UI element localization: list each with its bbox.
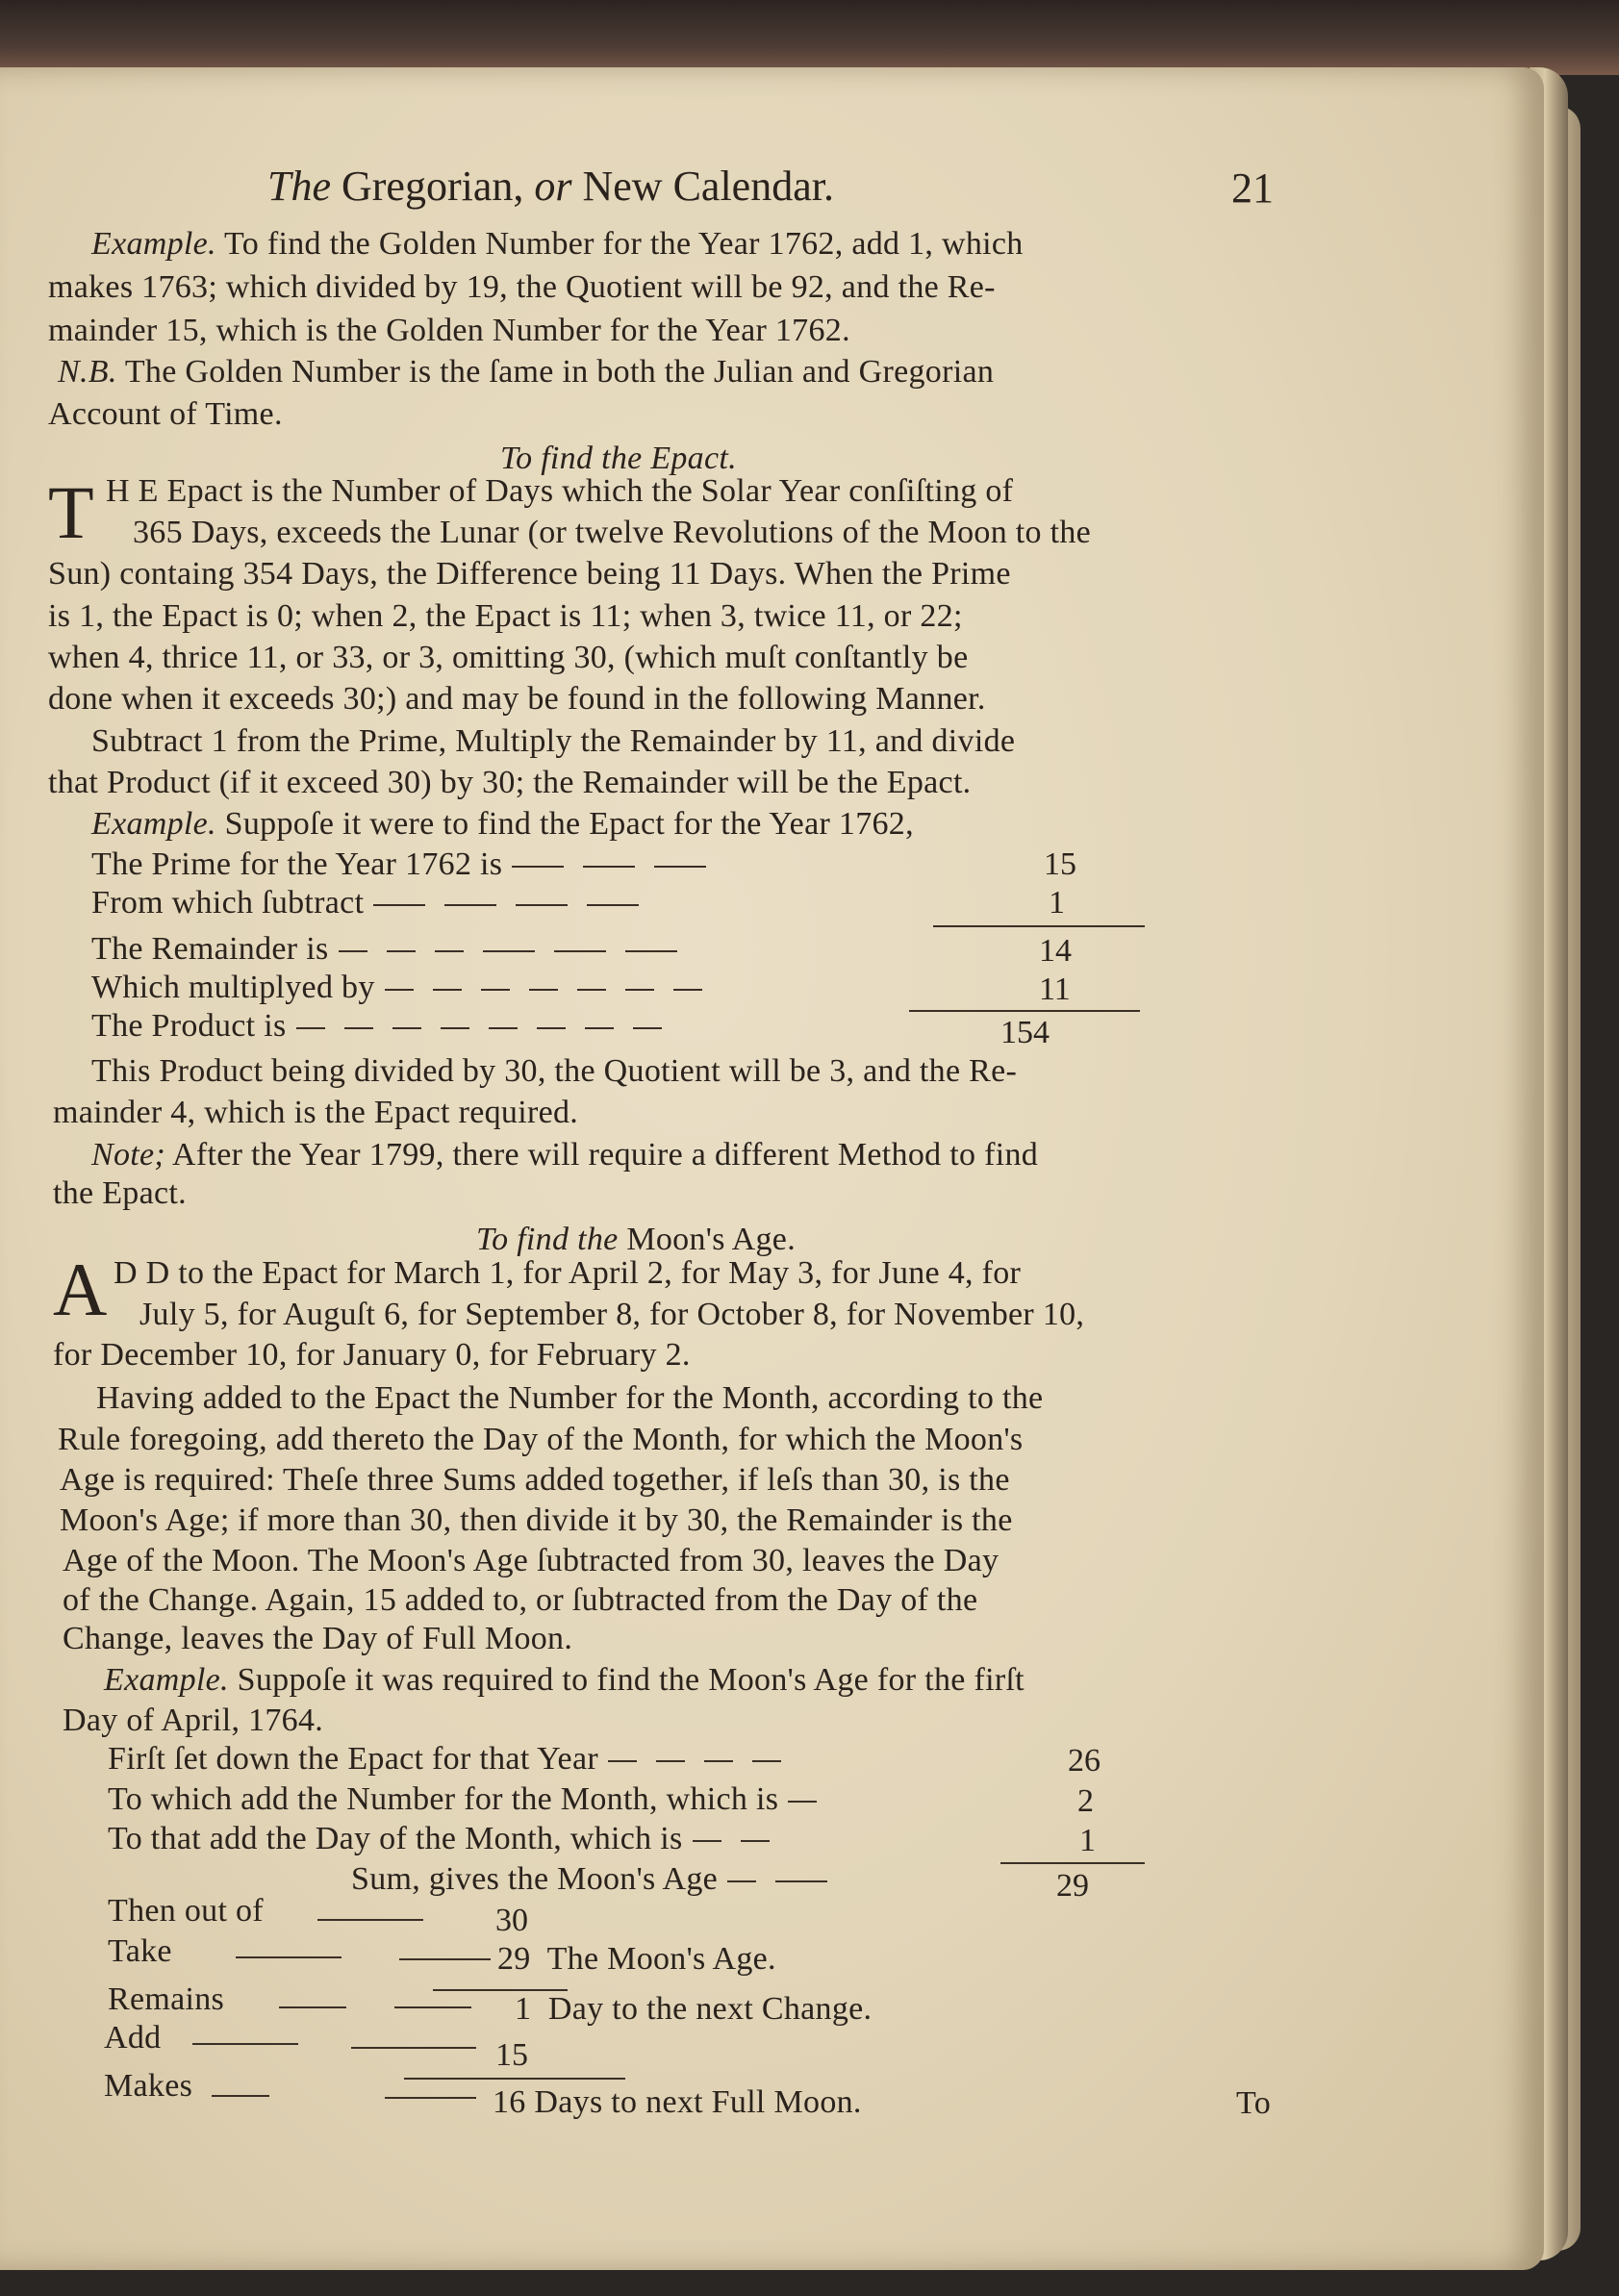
moon-sub-dash-1 [317, 1919, 423, 1921]
golden-line-5: Account of Time. [48, 396, 283, 432]
epact-line-3: Sun) containg 354 Days, the Difference being 11 Days. When the Prime [48, 556, 1011, 592]
moon-calc-label-1: Firſt ſet down the Epact for that Year [108, 1741, 598, 1777]
epact-note-line [91, 1137, 1038, 1173]
moon-line-8: Age of the Moon. The Moon's Age ſubtracted from 30, leaves the Day [63, 1543, 999, 1578]
epact-calc-row-1 [91, 846, 716, 883]
golden-line-1 [91, 226, 1024, 263]
moon-calc-label-2: To which add the Number for the Month, which is [108, 1781, 779, 1817]
moon-sub-dash-4a [192, 2043, 298, 2045]
epact-calc-value-3: 14 [1039, 933, 1072, 969]
moon-sub-dash-2b [399, 1958, 491, 1960]
running-head-main: Gregorian, [342, 163, 524, 210]
moon-sub-dash-5a [212, 2095, 269, 2097]
moon-heading [476, 1222, 796, 1258]
moon-line-10: Change, leaves the Day of Full Moon. [63, 1621, 573, 1656]
moon-sub-value-5: 16 [493, 2084, 526, 2120]
moon-sub-row-2-result [497, 1941, 776, 1978]
golden-example-label: Example. [91, 226, 216, 262]
epact-calc-label-5: The Product is [91, 1008, 287, 1044]
moon-line-2: July 5, for Auguſt 6, for September 8, for October 8, for November 10, [139, 1297, 1085, 1332]
moon-sub-label-2: Take [108, 1933, 172, 1969]
moon-sub-value-1: 30 [495, 1903, 528, 1938]
moon-sub-label-1: Then out of [108, 1893, 264, 1929]
running-head-italic: The [267, 163, 331, 210]
epact-calc-value-4: 11 [1039, 971, 1071, 1007]
moon-heading-italic: To find the [476, 1222, 619, 1257]
golden-line-4-text: The Golden Number is the ſame in both the Julian and Gregorian [124, 354, 995, 390]
epact-example-text: Suppoſe it were to find the Epact for the Year 1762, [224, 806, 914, 842]
moon-calc-row-3 [108, 1821, 779, 1857]
epact-calc-value-1: 15 [1044, 846, 1076, 882]
book-top-edge [0, 0, 1619, 75]
moon-drop-cap: A [53, 1248, 108, 1331]
epact-line-4: is 1, the Epact is 0; when 2, the Epact is 11; when 3, twice 11, or 22; [48, 598, 963, 634]
golden-line-3: mainder 15, which is the Golden Number for the Year 1762. [48, 313, 850, 348]
moon-sub-dash-5b [385, 2097, 476, 2099]
moon-calc-row-4 [351, 1861, 837, 1898]
moon-sub-row-3-result [515, 1991, 872, 2028]
epact-para-line-2: mainder 4, which is the Epact required. [53, 1095, 579, 1130]
moon-example-label: Example. [104, 1662, 229, 1698]
moon-sub-value-2: 29 [497, 1941, 531, 1977]
moon-sum-rule [1000, 1862, 1145, 1864]
moon-calc-value-4: 29 [1056, 1868, 1089, 1904]
moon-heading-rest: Moon's Age. [626, 1222, 797, 1257]
moon-sub-dash-3a [279, 2006, 346, 2008]
epact-calc-row-2 [91, 885, 648, 921]
moon-calc-value-2: 2 [1077, 1783, 1094, 1819]
epact-sum-rule-2 [909, 1010, 1140, 1012]
epact-calc-row-4 [91, 970, 712, 1006]
moon-line-3: for December 10, for January 0, for February 2. [53, 1337, 691, 1373]
epact-calc-value-5: 154 [1000, 1015, 1050, 1050]
epact-line-2: 365 Days, exceeds the Lunar (or twelve Revolutions of the Moon to the [133, 515, 1092, 550]
moon-sub-label-3: Remains [108, 1981, 225, 2017]
moon-calc-value-3: 1 [1079, 1823, 1096, 1858]
catchword: To [1236, 2085, 1271, 2121]
moon-sub-value-3: 1 [515, 1991, 532, 2027]
epact-note-line-2: the Epact. [53, 1175, 187, 1211]
moon-line-4: Having added to the Epact the Number for the Month, according to the [96, 1380, 1044, 1416]
moon-sub-dash-4b [351, 2047, 476, 2049]
epact-calc-label-4: Which multiplyed by [91, 970, 375, 1005]
epact-line-1: H E Epact is the Number of Days which the Solar Year conſiſting of [106, 473, 1014, 509]
golden-line-2: makes 1763; which divided by 19, the Quotient will be 92, and the Re- [48, 269, 996, 305]
epact-calc-label-3: The Remainder is [91, 931, 329, 967]
moon-sub-value-4: 15 [495, 2037, 528, 2073]
moon-sub-label-5: Makes [104, 2068, 193, 2104]
epact-example-line [91, 806, 914, 843]
epact-note-text: After the Year 1799, there will require a different Method to find [171, 1137, 1039, 1173]
golden-nb-label: N.B. [58, 354, 117, 390]
epact-para-line-1: This Product being divided by 30, the Quotient will be 3, and the Re- [91, 1053, 1018, 1089]
moon-example-text: Suppoſe it was required to find the Moon's Age for the firſt [237, 1662, 1025, 1698]
epact-heading: To find the Epact. [500, 441, 737, 476]
moon-sub-rule-2 [404, 2078, 625, 2080]
epact-calc-row-5 [91, 1008, 671, 1045]
epact-line-5: when 4, thrice 11, or 33, or 3, omitting 30, (which muſt conſtantly be [48, 640, 969, 675]
moon-sub-dash-2a [236, 1956, 342, 1958]
epact-calc-value-2: 1 [1049, 885, 1065, 921]
moon-sub-label-4: Add [104, 2020, 162, 2056]
moon-line-1: D D to the Epact for March 1, for April 2, for May 3, for June 4, for [114, 1255, 1022, 1291]
moon-calc-row-2 [108, 1781, 826, 1818]
running-head-rest: New Calendar. [582, 163, 834, 210]
moon-sub-note-2: The Moon's Age. [546, 1941, 776, 1977]
epact-calc-label-1: The Prime for the Year 1762 is [91, 846, 503, 882]
moon-calc-row-1 [108, 1741, 791, 1778]
moon-example-line-2: Day of April, 1764. [63, 1703, 324, 1738]
epact-line-7: Subtract 1 from the Prime, Multiply the Remainder by 11, and divide [91, 723, 1016, 759]
epact-note-label: Note; [91, 1137, 166, 1173]
epact-calc-row-3 [91, 931, 687, 968]
running-head [267, 162, 834, 211]
moon-example-line [104, 1662, 1025, 1699]
moon-calc-label-4: Sum, gives the Moon's Age [351, 1861, 719, 1897]
moon-sub-row-5-result [493, 2084, 862, 2121]
epact-drop-cap: T [48, 470, 94, 554]
moon-line-7: Moon's Age; if more than 30, then divide it by 30, the Remainder is the [60, 1502, 1013, 1538]
moon-calc-label-3: To that add the Day of the Month, which is [108, 1821, 683, 1856]
page-number: 21 [1231, 164, 1274, 212]
running-head-or: or [534, 163, 572, 210]
moon-sub-dash-3b [394, 2006, 471, 2008]
epact-line-6: done when it exceeds 30;) and may be found in the following Manner. [48, 681, 986, 717]
moon-sub-note-5: Days to next Full Moon. [534, 2084, 862, 2120]
moon-line-9: of the Change. Again, 15 added to, or ſubtracted from the Day of the [63, 1582, 978, 1618]
golden-line-1-text: To find the Golden Number for the Year 1762, add 1, which [224, 226, 1024, 262]
moon-line-5: Rule foregoing, add thereto the Day of the Month, for which the Moon's [58, 1422, 1024, 1457]
golden-line-4 [58, 354, 994, 391]
epact-example-label: Example. [91, 806, 216, 842]
epact-calc-label-2: From which ſubtract [91, 885, 365, 921]
moon-calc-value-1: 26 [1068, 1743, 1100, 1779]
moon-sub-note-3: Day to the next Change. [547, 1991, 873, 2027]
epact-line-8: that Product (if it exceed 30) by 30; the Remainder will be the Epact. [48, 765, 972, 800]
moon-line-6: Age is required: Theſe three Sums added together, if leſs than 30, is the [60, 1462, 1010, 1498]
epact-sum-rule-1 [933, 925, 1145, 927]
